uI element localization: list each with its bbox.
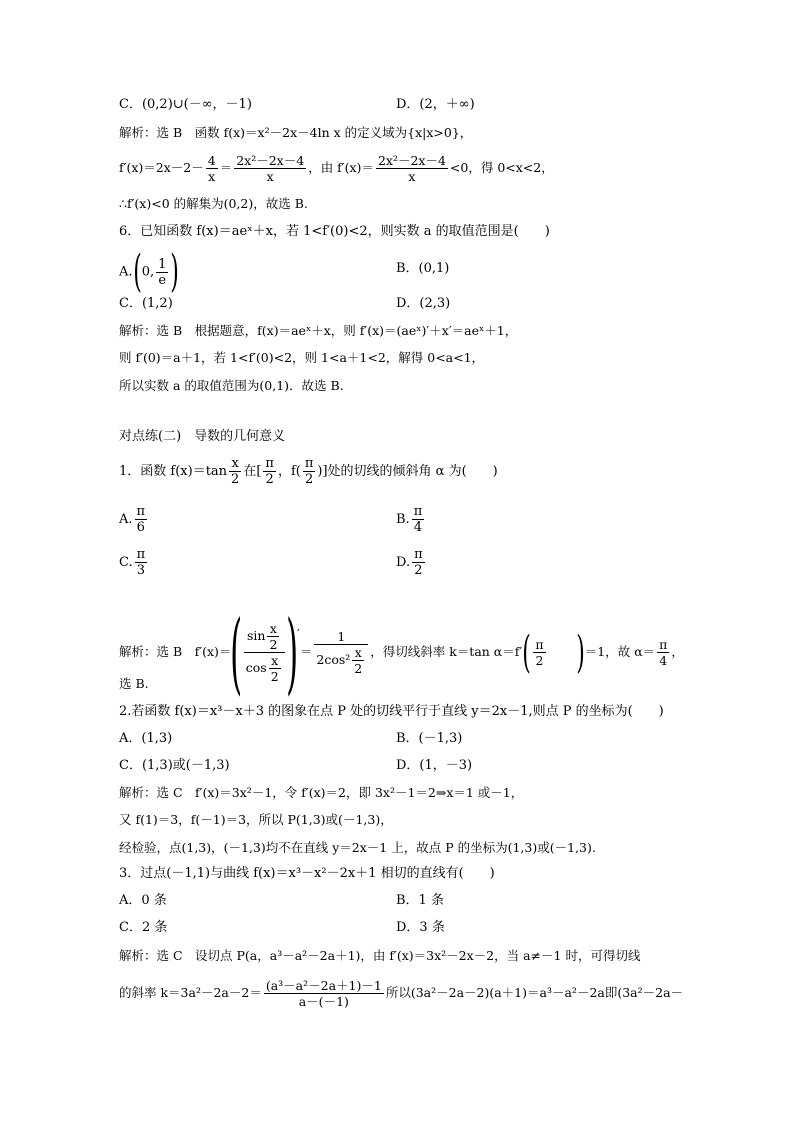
fraction bbox=[352, 645, 364, 676]
numerator: 2x²－2x－4 bbox=[377, 153, 446, 168]
numerator: 1 bbox=[314, 629, 368, 645]
denominator: 2 bbox=[414, 563, 423, 578]
denominator: 6 bbox=[136, 520, 145, 535]
numerator: π bbox=[414, 547, 423, 562]
text: ， bbox=[671, 644, 684, 659]
solution-2-line-3: 经检验，点(1,3)，(－1,3)均不在直线 y＝2x－1 上，故点 P 的坐标为(1,3)或(－1,3). bbox=[119, 840, 596, 855]
fraction bbox=[156, 257, 168, 288]
paren: ( bbox=[522, 626, 532, 678]
denominator: 4 bbox=[659, 653, 668, 668]
fraction bbox=[303, 456, 316, 487]
denominator: 2 bbox=[265, 472, 274, 487]
paren: ) bbox=[285, 600, 298, 704]
question-3-option-a: A．0 条 bbox=[119, 893, 167, 908]
numerator: π bbox=[136, 504, 146, 519]
denominator bbox=[314, 645, 368, 676]
question-2-option-a: A．(1,3) bbox=[119, 731, 173, 746]
solution-6-line-2: 则 f′(0)＝a＋1，若 1<f′(0)<2，则 1<a＋1<2，解得 0<a<1， bbox=[119, 350, 485, 365]
question-3-option-c: C．2 条 bbox=[119, 920, 168, 935]
fraction bbox=[376, 153, 448, 184]
numerator: x bbox=[229, 456, 241, 472]
numerator: 2x²－2x－4 bbox=[236, 153, 305, 168]
denominator: 2 bbox=[270, 669, 279, 684]
question-1-option-a bbox=[119, 500, 149, 540]
numerator: π bbox=[304, 456, 314, 471]
solution-1-line-1 bbox=[119, 590, 684, 704]
paren: ( bbox=[230, 600, 243, 704]
option-label: D. bbox=[396, 555, 411, 570]
fraction bbox=[412, 504, 425, 535]
question-6-option-a bbox=[119, 246, 180, 297]
text: 在[ bbox=[243, 464, 262, 479]
fraction bbox=[533, 637, 545, 668]
option-label: A. bbox=[119, 512, 133, 527]
text: ，f( bbox=[277, 464, 301, 479]
text: 2cos² bbox=[316, 652, 351, 667]
question-1-option-c bbox=[119, 543, 149, 583]
question-6-stem: 6．已知函数 f(x)＝aeˣ＋x，若 1<f′(0)<2，则实数 a 的取值范围是( ) bbox=[119, 224, 550, 239]
text: f′(x)＝2x－2－ bbox=[119, 160, 204, 175]
text: 所以(3a²－2a－2)(a＋1)＝a³－a²－2a即(3a²－2a－ bbox=[385, 985, 684, 1000]
numerator: 1 bbox=[158, 256, 167, 272]
fraction bbox=[269, 653, 281, 684]
solution-3-line-2 bbox=[119, 973, 683, 1013]
denominator: x bbox=[266, 169, 274, 184]
text: 1．函数 f(x)＝tan bbox=[119, 464, 228, 479]
fraction bbox=[267, 621, 279, 652]
solution-2-line-1: 解析：选 C f′(x)＝3x²－1，令 f′(x)＝2，即 3x²－1＝2⇒x＝1 或－1， bbox=[119, 785, 524, 800]
question-2-option-c: C．(1,3)或(－1,3) bbox=[119, 758, 230, 773]
fraction bbox=[244, 621, 285, 684]
fraction bbox=[412, 547, 425, 578]
fraction bbox=[229, 456, 241, 487]
denominator bbox=[244, 653, 285, 684]
text: <0，得 0<x<2， bbox=[449, 160, 554, 175]
solution-5-line-3: ∴f′(x)<0 的解集为(0,2)，故选 B. bbox=[119, 196, 308, 211]
denominator: 2 bbox=[231, 472, 240, 487]
question-2-option-b: B．(－1,3) bbox=[396, 731, 463, 746]
text: ，由 f′(x)＝ bbox=[308, 160, 374, 175]
denominator: a－(－1) bbox=[298, 994, 349, 1009]
question-6-option-d: D．(2,3) bbox=[396, 296, 451, 311]
fraction bbox=[135, 547, 148, 578]
text: ＝1，故 α＝ bbox=[584, 644, 656, 659]
denominator: 2 bbox=[269, 637, 278, 652]
option-label: C. bbox=[119, 555, 133, 570]
denominator: 2 bbox=[304, 472, 314, 487]
fraction bbox=[263, 456, 276, 487]
text: )]处的切线的倾斜角 α 为( ) bbox=[317, 464, 498, 479]
paren: ( bbox=[132, 246, 142, 297]
denominator: 3 bbox=[136, 563, 146, 578]
fraction bbox=[264, 978, 384, 1009]
denominator: x bbox=[208, 169, 216, 184]
text: 的斜率 k＝3a²－2a－2＝ bbox=[119, 985, 262, 1000]
question-6-option-c: C．(1,2) bbox=[119, 296, 173, 311]
text: ，得切线斜率 k＝tan α＝f′ bbox=[370, 644, 523, 659]
question-1-option-b bbox=[396, 500, 426, 540]
denominator: 2 bbox=[354, 661, 363, 676]
numerator: π bbox=[659, 637, 668, 652]
numerator: π bbox=[413, 504, 423, 519]
numerator: 4 bbox=[207, 153, 216, 168]
numerator: x bbox=[352, 645, 364, 661]
solution-3-line-1: 解析：选 C 设切点 P(a，a³－a²－2a＋1)，由 f′(x)＝3x²－2x－2，当 a≠－1 时，可得切线 bbox=[119, 948, 641, 963]
fraction bbox=[206, 153, 218, 184]
numerator: x bbox=[267, 621, 279, 637]
fraction bbox=[314, 629, 368, 676]
question-3-option-d: D．3 条 bbox=[396, 920, 445, 935]
option-label: A. bbox=[119, 264, 133, 280]
numerator: π bbox=[136, 547, 146, 562]
paren: ) bbox=[575, 626, 585, 678]
fraction bbox=[234, 153, 306, 184]
numerator bbox=[244, 621, 285, 653]
question-1-option-d bbox=[396, 543, 427, 583]
text: ＝ bbox=[299, 644, 313, 659]
text: 0, bbox=[141, 264, 155, 280]
numerator: π bbox=[535, 637, 544, 652]
solution-5-line-2 bbox=[119, 152, 554, 184]
text: cos bbox=[245, 660, 267, 675]
solution-6-line-3: 所以实数 a 的取值范围为(0,1)．故选 B. bbox=[119, 378, 344, 393]
numerator: x bbox=[269, 653, 281, 669]
question-1-stem bbox=[119, 452, 498, 492]
question-6-option-b: B．(0,1) bbox=[396, 261, 450, 276]
option-label: B. bbox=[396, 512, 410, 527]
question-3-option-b: B．1 条 bbox=[396, 893, 444, 908]
question-2-option-d: D．(1，－3) bbox=[396, 758, 473, 773]
denominator: x bbox=[408, 169, 416, 184]
text: ＝ bbox=[219, 160, 233, 175]
solution-6-line-1: 解析：选 B 根据题意，f(x)＝aeˣ＋x，则 f′(x)＝(aeˣ)′＋x′＝aeˣ＋1， bbox=[119, 323, 518, 338]
option-c: C．(0,2)∪(－∞，－1) bbox=[119, 97, 252, 112]
numerator: (a³－a²－2a＋1)－1 bbox=[265, 978, 382, 993]
text: 解析：选 B f′(x)＝ bbox=[119, 644, 232, 659]
question-2-stem: 2.若函数 f(x)＝x³－x＋3 的图象在点 P 处的切线平行于直线 y＝2x－1,则点 P 的坐标为( ) bbox=[119, 704, 664, 719]
solution-2-line-2: 又 f(1)＝3，f(－1)＝3，所以 P(1,3)或(－1,3)， bbox=[119, 812, 393, 827]
fraction bbox=[135, 504, 148, 535]
denominator: 2 bbox=[535, 653, 544, 668]
option-d: D．(2，＋∞) bbox=[396, 97, 475, 112]
section-heading: 对点练(二) 导数的几何意义 bbox=[119, 429, 286, 444]
denominator: 4 bbox=[413, 520, 423, 535]
solution-5-line-1: 解析：选 B 函数 f(x)＝x²－2x－4ln x 的定义域为{x|x>0}， bbox=[119, 125, 473, 140]
text: sin bbox=[247, 628, 266, 643]
question-3-stem: 3．过点(－1,1)与曲线 f(x)＝x³－x²－2x＋1 相切的直线有( ) bbox=[119, 866, 495, 881]
solution-1-line-2: 选 B. bbox=[119, 676, 149, 691]
numerator: π bbox=[265, 456, 274, 471]
fraction bbox=[657, 637, 669, 668]
denominator: e bbox=[158, 272, 167, 288]
paren: ) bbox=[170, 246, 180, 297]
text: ′ bbox=[297, 626, 300, 641]
